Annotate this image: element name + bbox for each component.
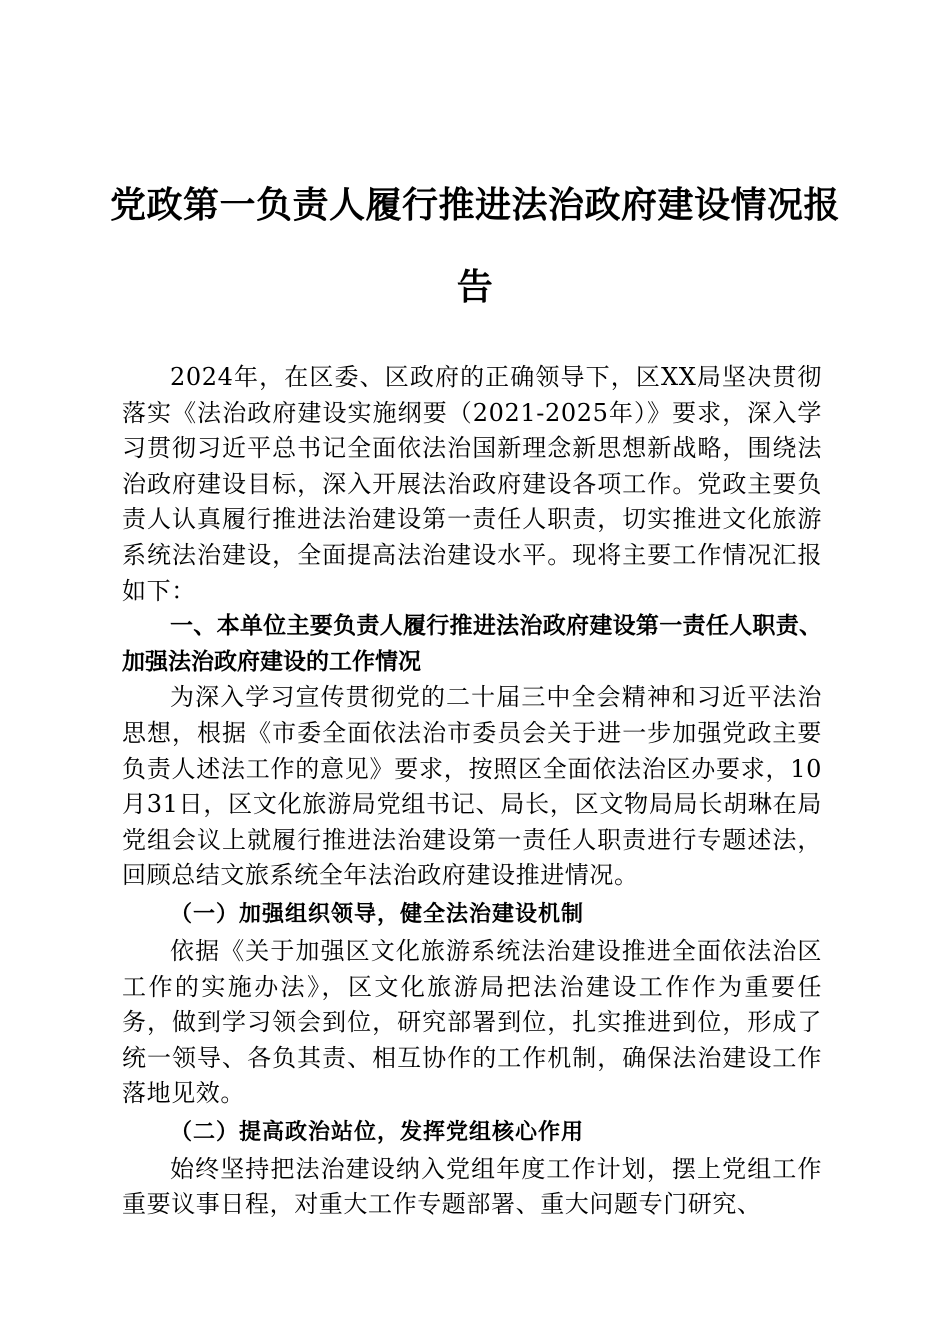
section-1-paragraph: 为深入学习宣传贯彻党的二十届三中全会精神和习近平法治思想，根据《市委全面依法治市委员会关于进一步加强党政主要负责人述法工作的意见》要求，按照区全面依法治区办要求，10月31日，区文化旅游局党组书记、局长，区文物局局长胡琳在局党组会议上就履行推进法治建设第一责任人职责进行专题述法，回顾总结文旅系统全年法治政府建设推进情况。: [122, 683, 822, 890]
subsection-2-heading: （二）提高政治站位，发挥党组核心作用: [170, 1118, 585, 1145]
intro-paragraph: 2024年，在区委、区政府的正确领导下，区XX局坚决贯彻落实《法治政府建设实施纲要（2021-2025年）》要求，深入学习贯彻习近平总书记全面依法治国新理念新思想新战略，围绕法治政府建设目标，深入开展法治政府建设各项工作。党政主要负责人认真履行推进法治建设第一责任人职责，切实推进文化旅游系统法治建设，全面提高法治建设水平。现将主要工作情况汇报如下：: [122, 363, 822, 605]
document-body: [122, 360, 822, 1223]
subsection-2-paragraph: 始终坚持把法治建设纳入党组年度工作计划，摆上党组工作重要议事日程，对重大工作专题部署、重大问题专门研究、: [122, 1154, 822, 1219]
subsection-1-heading: （一）加强组织领导，健全法治建设机制: [170, 900, 585, 927]
section-1-heading: 一、本单位主要负责人履行推进法治政府建设第一责任人职责、加强法治政府建设的工作情况: [122, 613, 822, 675]
document-title: 党政第一负责人履行推进法治政府建设情况报告: [110, 184, 841, 308]
subsection-1-paragraph: 依据《关于加强区文化旅游系统法治建设推进全面依法治区工作的实施办法》，区文化旅游局把法治建设工作作为重要任务，做到学习领会到位，研究部署到位，扎实推进到位，形成了统一领导、各负其责、相互协作的工作机制，确保法治建设工作落地见效。: [122, 936, 822, 1108]
